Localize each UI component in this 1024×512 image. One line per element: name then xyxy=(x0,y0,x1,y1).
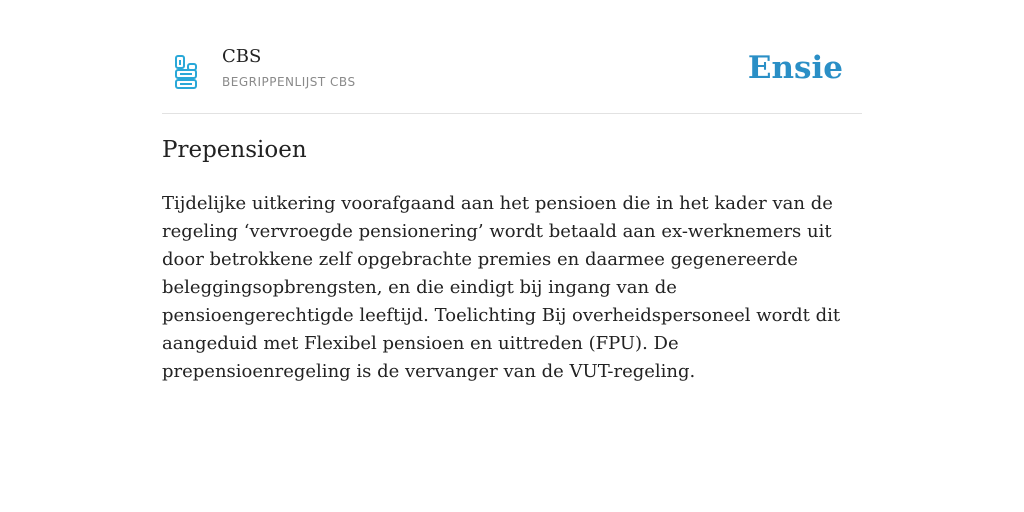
header xyxy=(162,28,862,114)
cbs-logo-icon xyxy=(174,55,198,89)
term-definition: Tijdelijke uitkering voorafgaand aan het pensioen die in het kader van de regeling ‘vervroegde pensionering’ wordt betaald aan ex-werknemers uit door betrokkene zelf opgebrachte premies en daarmee gegenereerde beleggingsopbrengsten, en die eindigt bij ingang van de pensioengerechtigde leeftijd. Toelichting Bij overheidspersoneel wordt dit aangeduid met Flexibel pensioen en uittreden (FPU). De prepensioenregeling is de vervanger van de VUT-regeling. xyxy=(162,193,841,382)
ensie-brand-logo[interactable]: Ensie xyxy=(747,50,843,86)
source-subtitle[interactable]: BEGRIPPENLIJST CBS xyxy=(222,75,356,89)
source-name[interactable]: CBS xyxy=(222,46,262,67)
term-title: Prepensioen xyxy=(162,137,307,163)
